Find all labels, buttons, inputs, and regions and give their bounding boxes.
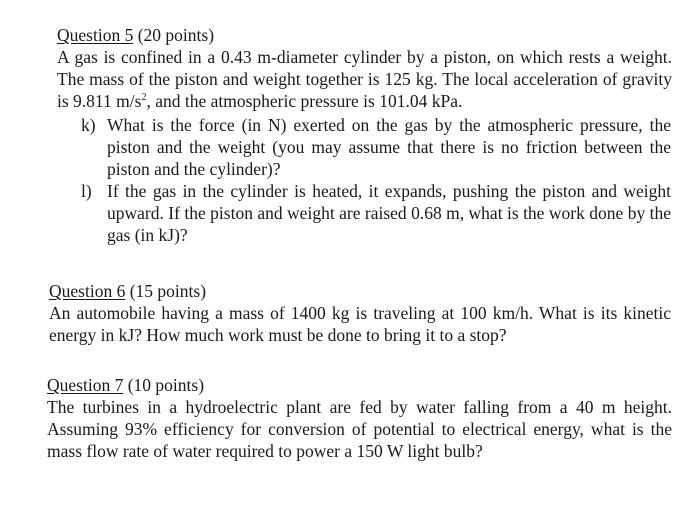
question-7 [47, 374, 672, 462]
question-5 [57, 24, 672, 112]
part-l-marker: l) [81, 181, 92, 201]
question-5-heading [57, 24, 672, 46]
question-7-heading [47, 374, 672, 396]
question-5-intro-part1: A gas is confined in a 0.43 m-diameter cylinder by a piston, on which rests a weight. The mass of the piston and weight together is 125 kg. The local acceleration of gravity is 9.811 m/s [57, 47, 672, 111]
question-5-points: (20 points) [133, 25, 215, 45]
question-5-part-l [81, 180, 671, 246]
question-5-intro-exponent: 2 [141, 92, 147, 104]
question-6-label: Question 6 [49, 281, 126, 301]
question-6-points: (15 points) [125, 281, 207, 301]
question-6-text: An automobile having a mass of 1400 kg is traveling at 100 km/h. What is its kinetic energy in kJ? How much work must be done to bring it to a stop? [49, 303, 671, 345]
question-6-heading [49, 280, 671, 302]
question-7-text: The turbines in a hydroelectric plant are fed by water falling from a 40 m height. Assuming 93% efficiency for conversion of potential to electrical energy, what is the mass flow rate of water required to power a 150 W light bulb? [47, 397, 672, 461]
question-7-points: (10 points) [123, 375, 205, 395]
question-5-intro [57, 46, 672, 112]
question-6 [49, 280, 671, 346]
part-k-marker: k) [81, 115, 96, 135]
question-5-part-k [81, 114, 671, 180]
question-5-intro-part2: , and the atmospheric pressure is 101.04 kPa. [146, 91, 463, 111]
question-7-label: Question 7 [47, 375, 124, 395]
question-5-subparts [81, 114, 671, 246]
question-5-label: Question 5 [57, 25, 134, 45]
part-l-text: If the gas in the cylinder is heated, it expands, pushing the piston and weight upward. If the piston and weight are raised 0.68 m, what is the work done by the gas (in kJ)? [107, 181, 671, 245]
part-k-text: What is the force (in N) exerted on the gas by the atmospheric pressure, the piston and the weight (you may assume that there is no friction between the piston and the cylinder)? [107, 115, 671, 179]
